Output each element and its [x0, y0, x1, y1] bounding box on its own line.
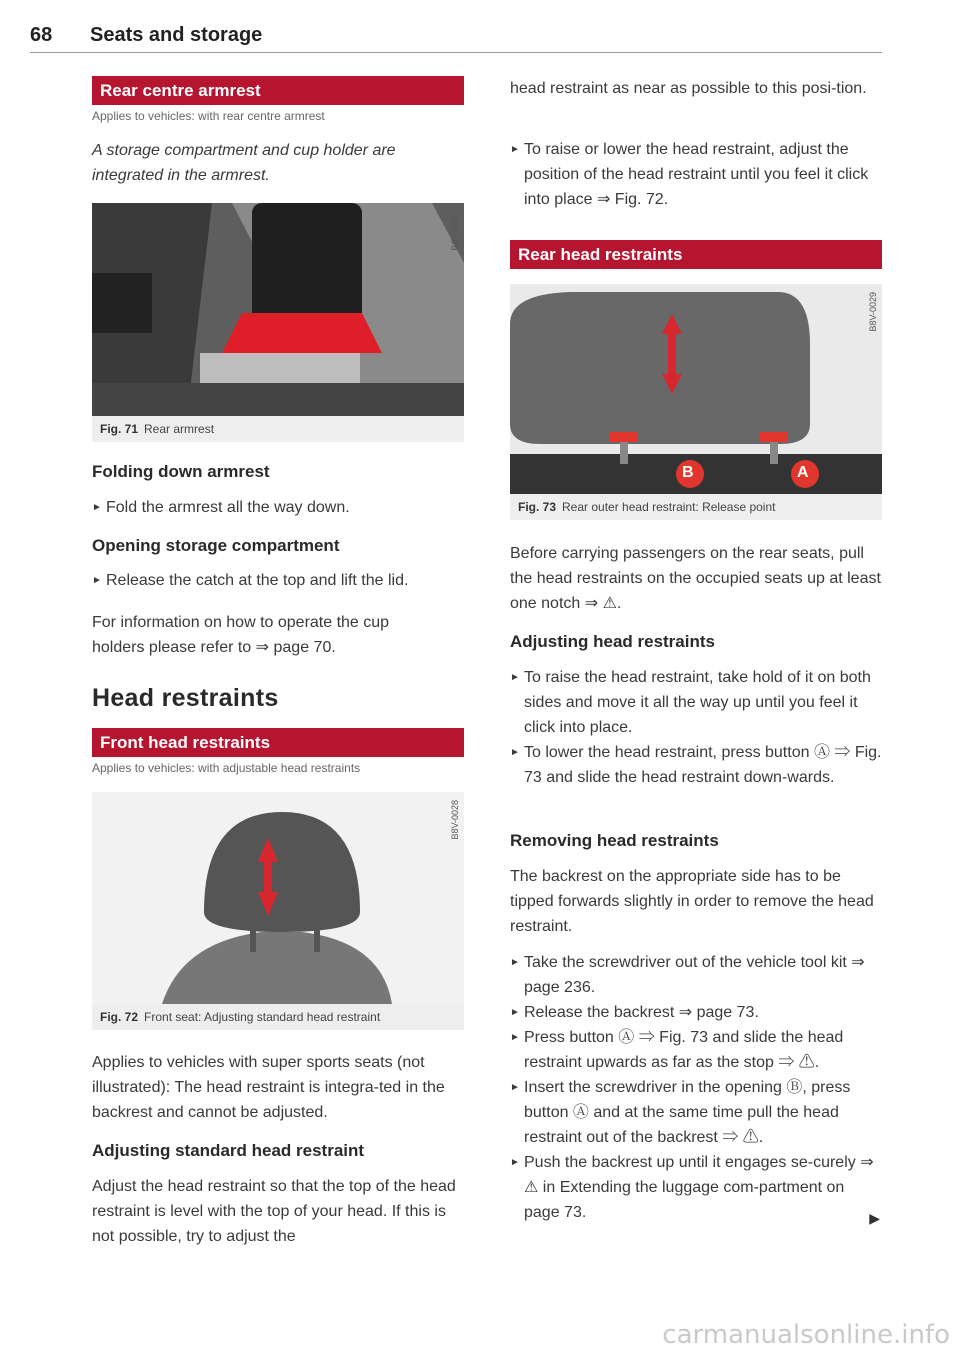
fig71-number: Fig. 71: [100, 422, 139, 436]
rear-head-restraint-illustration: [510, 284, 882, 494]
opening-heading: Opening storage compartment: [92, 536, 340, 555]
fig72-caption-box: [92, 1004, 464, 1030]
page-number: 68: [30, 24, 53, 46]
rear-armrest-heading: Rear centre armrest: [92, 76, 464, 105]
watermark: carmanualsonline.info: [662, 1320, 950, 1350]
fig73-code: B8V-0029: [868, 292, 878, 332]
removing-text: The backrest on the appropriate side has to be tipped forwards slightly in order to remove the head restraint.: [510, 868, 874, 935]
fig73-caption-box: [510, 494, 882, 520]
continued-text: head restraint as near as possible to this posi-tion.: [510, 80, 867, 97]
adjusting-step-2: ► To lower the head restraint, press button Ⓐ ⇒ Fig. 73 and slide the head restraint down-wards.: [510, 740, 882, 790]
head-restraints-title: Head restraints: [92, 684, 279, 712]
folding-step: ► Fold the armrest all the way down.: [92, 495, 464, 520]
rear-armrest-intro: A storage compartment and cup holder are integrated in the armrest.: [92, 142, 396, 184]
continue-arrow-icon: ▶: [869, 1210, 880, 1226]
header-rule: [30, 52, 882, 53]
adjusting-standard-heading: Adjusting standard head restraint: [92, 1141, 365, 1160]
fig72-number: Fig. 72: [100, 1010, 139, 1024]
fig71-caption: Rear armrest: [144, 422, 215, 436]
adjusting-step-1: ► To raise the head restraint, take hold of it on both sides and move it all the way up until you feel it click into place.: [510, 665, 882, 740]
fig73-label-b: B: [682, 464, 694, 481]
front-head-restraint-illustration: [92, 792, 464, 1004]
raise-lower-step: ► To raise or lower the head restraint, adjust the position of the head restraint until you feel it click into place ⇒ Fig. 72.: [510, 137, 882, 212]
fig73-number: Fig. 73: [518, 500, 557, 514]
removing-step-5: ► Push the backrest up until it engages se-curely ⇒ ⚠ in Extending the luggage com-partment on page 73.: [510, 1150, 882, 1225]
cup-info-line1: For information on how to operate the cup: [92, 614, 390, 631]
fig72-image: [92, 792, 464, 1004]
fig72-caption: Front seat: Adjusting standard head restraint: [144, 1010, 381, 1024]
rear-armrest-applies: Applies to vehicles: with rear centre armrest: [92, 109, 325, 123]
fig71-caption-box: [92, 416, 464, 442]
adjusting-standard-text: Adjust the head restraint so that the top of the head restraint is level with the top of your head. If this is not possible, try to adjust the: [92, 1178, 456, 1245]
fig73-caption: Rear outer head restraint: Release point: [562, 500, 776, 514]
removing-step-2: ► Release the backrest ⇒ page 73.: [510, 1000, 882, 1025]
folding-heading: Folding down armrest: [92, 462, 270, 481]
section-title: Seats and storage: [90, 24, 263, 46]
opening-step: ► Release the catch at the top and lift the lid.: [92, 568, 464, 593]
rear-head-restraints-heading: Rear head restraints: [510, 240, 882, 269]
fig71-image: [92, 203, 464, 416]
fig73-image: [510, 284, 882, 494]
front-head-restraints-heading: Front head restraints: [92, 728, 464, 757]
removing-heading: Removing head restraints: [510, 831, 719, 850]
before-carrying-text: Before carrying passengers on the rear seats, pull the head restraints on the occupied seats up at least one notch ⇒ ⚠.: [510, 545, 881, 612]
rear-armrest-illustration: [92, 203, 464, 416]
fig71-code: B8V-0027: [450, 211, 460, 251]
removing-step-3: ► Press button Ⓐ ⇒ Fig. 73 and slide the head restraint upwards as far as the stop ⇒ ⚠.: [510, 1025, 882, 1075]
adjusting-heading: Adjusting head restraints: [510, 632, 715, 651]
front-applies: Applies to vehicles: with adjustable head restraints: [92, 761, 361, 775]
removing-step-1: ► Take the screwdriver out of the vehicle tool kit ⇒ page 236.: [510, 950, 882, 1000]
fig73-label-a: A: [797, 464, 809, 481]
cup-info-line2: holders please refer to ⇒ page 70.: [92, 639, 336, 656]
fig72-code: B8V-0028: [450, 800, 460, 840]
super-sports-text: Applies to vehicles with super sports seats (not illustrated): The head restraint is integra-ted in the backrest and cannot be adjusted.: [92, 1054, 445, 1121]
removing-step-4: ► Insert the screwdriver in the opening Ⓑ, press button Ⓐ and at the same time pull the head restraint out of the backrest ⇒ ⚠.: [510, 1075, 882, 1150]
